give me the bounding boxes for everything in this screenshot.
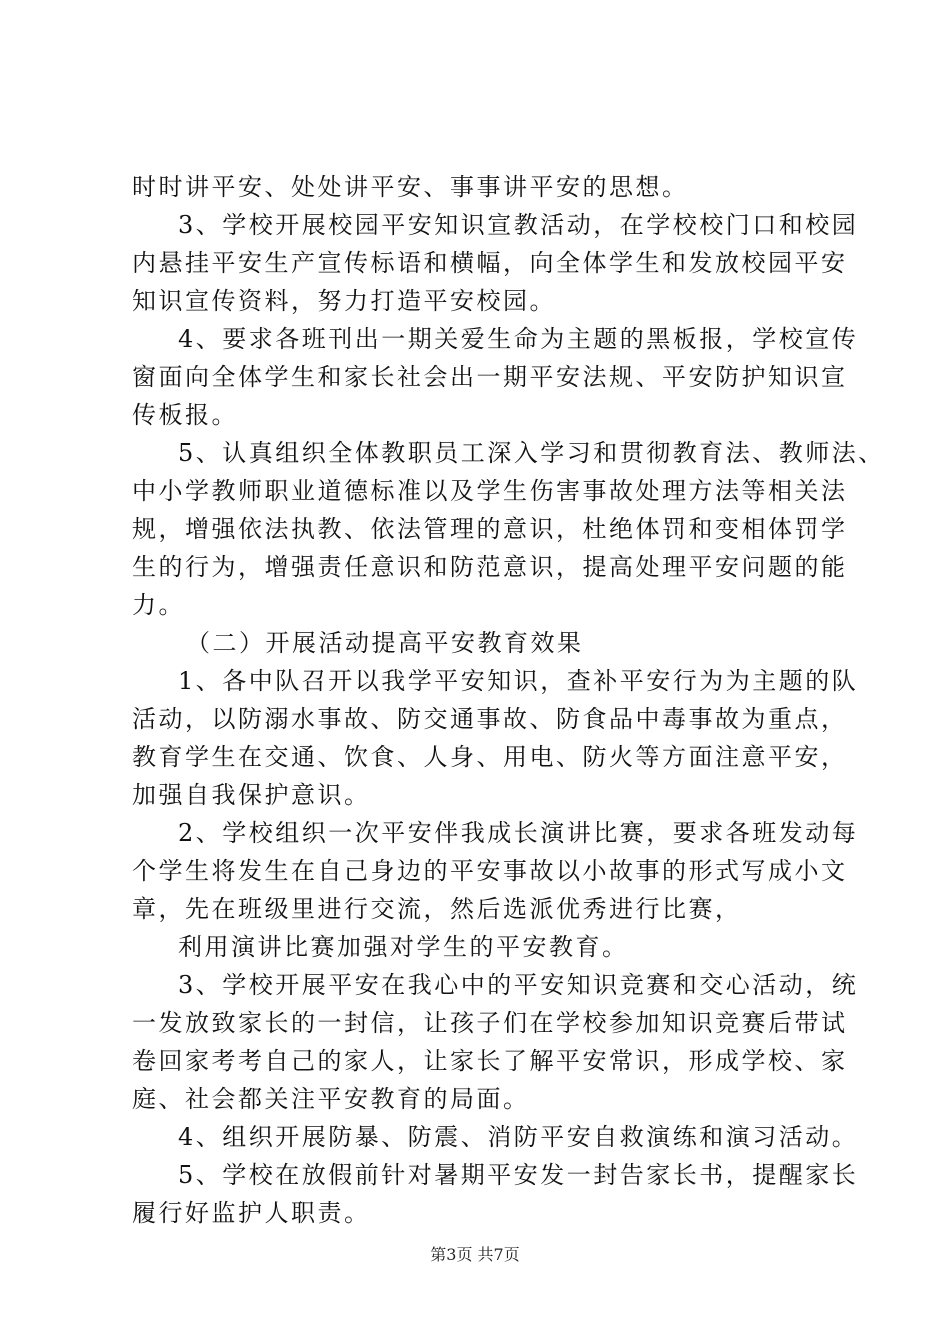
text-line: 5、学校在放假前针对暑期平安发一封告家长书，提醒家长 xyxy=(178,1161,859,1189)
text-line: 知识宣传资料，努力打造平安校园。 xyxy=(132,287,556,315)
text-line: 生的行为，增强责任意识和防范意识，提高处理平安问题的能 xyxy=(132,553,848,581)
text-line: 4、要求各班刊出一期关爱生命为主题的黑板报，学校宣传 xyxy=(178,325,859,353)
text-line: 5、认真组织全体教职员工深入学习和贯彻教育法、教师法、 xyxy=(178,439,885,467)
text-line: 时时讲平安、处处讲平安、事事讲平安的思想。 xyxy=(132,173,689,201)
text-line: 2、学校组织一次平安伴我成长演讲比赛，要求各班发动每 xyxy=(178,819,859,847)
text-line: 规，增强依法执教、依法管理的意识，杜绝体罚和变相体罚学 xyxy=(132,515,848,543)
text-line: 力。 xyxy=(132,591,185,619)
text-line: 章，先在班级里进行交流，然后选派优秀进行比赛， xyxy=(132,895,742,923)
text-line: 加强自我保护意识。 xyxy=(132,781,371,809)
text-line: 活动，以防溺水事故、防交通事故、防食品中毒事故为重点， xyxy=(132,705,848,733)
text-line: 中小学教师职业道德标准以及学生伤害事故处理方法等相关法 xyxy=(132,477,848,505)
text-line: 利用演讲比赛加强对学生的平安教育。 xyxy=(178,933,629,961)
text-line: 传板报。 xyxy=(132,401,238,429)
text-line: 一发放致家长的一封信，让孩子们在学校参加知识竞赛后带试 xyxy=(132,1009,848,1037)
text-line: 4、组织开展防暴、防震、消防平安自救演练和演习活动。 xyxy=(178,1123,859,1151)
section-heading: （二）开展活动提高平安教育效果 xyxy=(186,629,584,657)
text-line: 庭、社会都关注平安教育的局面。 xyxy=(132,1085,530,1113)
text-line: 1、各中队召开以我学平安知识，查补平安行为为主题的队 xyxy=(178,667,859,695)
text-line: 3、学校开展校园平安知识宣教活动，在学校校门口和校园 xyxy=(178,211,859,239)
text-line: 内悬挂平安生产宣传标语和横幅，向全体学生和发放校园平安 xyxy=(132,249,848,277)
text-line: 教育学生在交通、饮食、人身、用电、防火等方面注意平安， xyxy=(132,743,848,771)
text-line: 履行好监护人职责。 xyxy=(132,1199,371,1227)
text-line: 卷回家考考自己的家人，让家长了解平安常识，形成学校、家 xyxy=(132,1047,848,1075)
text-line: 窗面向全体学生和家长社会出一期平安法规、平安防护知识宣 xyxy=(132,363,848,391)
text-line: 3、学校开展平安在我心中的平安知识竞赛和交心活动，统 xyxy=(178,971,859,999)
page-number-footer: 第3页 共7页 xyxy=(430,1245,520,1264)
text-line: 个学生将发生在自己身边的平安事故以小故事的形式写成小文 xyxy=(132,857,848,885)
